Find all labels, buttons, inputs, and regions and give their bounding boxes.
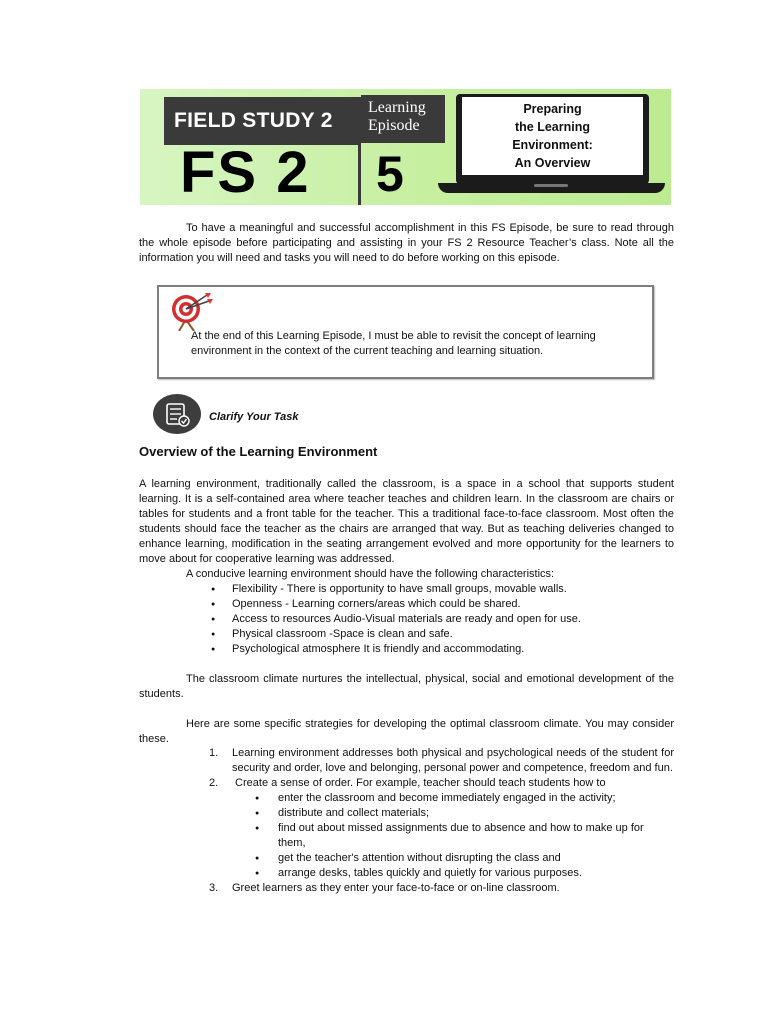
list-number: 2. xyxy=(209,777,219,789)
objective-text: At the end of this Learning Episode, I must be able to revisit the concept of learning environment in the context of the current teaching and learning situation. xyxy=(191,330,596,357)
episode-number: 5 xyxy=(376,146,404,202)
list-item: ● Access to resources Audio-Visual materials are ready and open for use. xyxy=(232,612,581,627)
episode-title-box xyxy=(462,97,643,175)
list-item: ● get the teacher's attention without disrupting the class and xyxy=(278,851,674,866)
list-item xyxy=(209,776,674,881)
list-text: Learning environment addresses both physical and psychological needs of the student for security and order, love and belonging, personal power and competence, freedom and fun. xyxy=(232,747,674,774)
list-item: ● enter the classroom and become immediately engaged in the activity; xyxy=(278,791,674,806)
checklist-icon xyxy=(153,394,201,434)
intro-paragraph: To have a meaningful and successful accomplishment in this FS Episode, be sure to read through the whole episode before participating and assisting in your FS 2 Resource Teacher’s class. Note all the information you will need and tasks you will need to do before working on this episode. xyxy=(139,222,674,264)
clarify-task-label: Clarify Your Task xyxy=(209,411,299,423)
episode-banner xyxy=(140,89,671,205)
list-item: ● Openness - Learning corners/areas which could be shared. xyxy=(232,597,581,612)
list-item: ● Physical classroom -Space is clean and safe. xyxy=(232,627,581,642)
strategies-intro: Here are some specific strategies for developing the optimal classroom climate. You may consider these. xyxy=(139,718,674,745)
target-icon xyxy=(169,291,213,331)
list-item: ● Psychological atmosphere It is friendly and accommodating. xyxy=(232,642,581,657)
list-item: ● arrange desks, tables quickly and quietly for various purposes. xyxy=(278,866,674,881)
learning-episode-text: Learning Episode xyxy=(368,99,426,134)
list-item: ● Flexibility - There is opportunity to have small groups, movable walls. xyxy=(232,582,581,597)
objective-box xyxy=(157,285,654,379)
list-item: ● distribute and collect materials; xyxy=(278,806,674,821)
list-item: ● find out about missed assignments due to absence and how to make up for them, xyxy=(278,821,674,851)
list-number: 3. xyxy=(209,882,219,894)
list-item xyxy=(209,746,674,776)
learning-episode-label xyxy=(361,95,445,143)
laptop-notch xyxy=(534,184,568,187)
episode-title: Preparing the Learning Environment: An Overview xyxy=(512,102,593,170)
characteristics-list xyxy=(232,582,581,657)
field-study-label: FIELD STUDY 2 xyxy=(164,97,360,145)
checklist-glyph xyxy=(153,394,201,434)
strategies-list xyxy=(209,746,674,896)
list-item xyxy=(209,881,674,896)
fs-number: FS 2 xyxy=(180,140,311,205)
climate-paragraph: The classroom climate nurtures the intellectual, physical, social and emotional development of the students. xyxy=(139,673,674,700)
section-heading: Overview of the Learning Environment xyxy=(139,444,378,459)
list-text: Greet learners as they enter your face-to-face or on-line classroom. xyxy=(232,882,560,894)
order-sublist xyxy=(232,791,674,881)
list-text: Create a sense of order. For example, teacher should teach students how to xyxy=(232,777,606,789)
overview-paragraph: A learning environment, traditionally called the classroom, is a space in a school that supports student learning. It is a self-contained area where teacher teaches and children learn. In the classroom are chairs or tables for students and a front table for the teacher. This a traditional face-to-face classroom. Most often the students should face the teacher as the chairs are arranged that way. But as teaching deliveries changed to enhance learning, modification in the seating arrangement evolved and more opportunity for the learners to move about for cooperative learning was addressed. xyxy=(139,478,674,565)
characteristics-intro: A conducive learning environment should have the following characteristics: xyxy=(186,568,555,580)
list-number: 1. xyxy=(209,747,219,759)
